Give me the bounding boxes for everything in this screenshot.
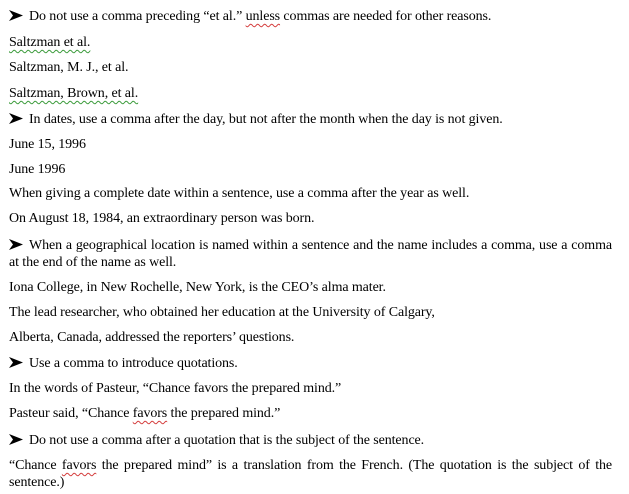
example-quote-2-after: the prepared mind.” [167,406,281,421]
rule-2-text: In dates, use a comma after the day, but not after the month when the day is not given. [29,112,503,127]
example-geo-3 [9,329,294,346]
example-etal-3 [9,85,138,102]
example-quote-1 [9,380,341,397]
example-date-1 [9,136,86,153]
example-quote-2-before: Pasteur said, “Chance [9,406,133,421]
arrowhead-bullet-icon [9,111,29,128]
example-etal-3-text: Saltzman, Brown, et al. [9,86,139,101]
rule-1-text-before: Do not use a comma preceding “et al.” [29,9,246,24]
rule-5-text: Do not use a comma after a quotation that is the subject of the sentence. [29,433,425,448]
example-date-2-text: June 1996 [9,162,66,177]
rule-4 [9,355,238,372]
example-geo-3-text: Alberta, Canada, addressed the reporters’ questions. [9,330,295,345]
example-quote-2-flagged-word: favors [132,406,168,421]
rule-2 [9,111,503,128]
example-geo-2 [9,304,435,321]
example-date-3 [9,210,314,227]
arrowhead-bullet-icon [9,237,29,254]
arrowhead-bullet-icon [9,355,29,372]
rule-5 [9,432,424,449]
example-quote-3-flagged-word: favors [61,458,97,473]
rule-1-text-after: commas are needed for other reasons. [280,9,492,24]
rule-3-text: When a geographical location is named within a sentence and the name includes a comma, use a comma at the end of the name as well. [9,238,612,270]
example-geo-1 [9,279,386,296]
example-etal-2-text: Saltzman, M. J., et al. [9,60,129,75]
date-note-text: When giving a complete date within a sentence, use a comma after the year as well. [9,186,470,201]
example-date-2 [9,161,65,178]
example-etal-2 [9,59,128,76]
rule-3 [9,237,612,271]
rule-1 [9,8,491,25]
example-quote-3-before: “Chance [9,458,62,473]
example-geo-2-text: The lead researcher, who obtained her education at the University of Calgary, [9,305,435,320]
arrowhead-bullet-icon [9,432,29,449]
example-geo-1-text: Iona College, in New Rochelle, New York, is the CEO’s alma mater. [9,280,386,295]
example-etal-1 [9,34,90,51]
arrowhead-bullet-icon [9,8,29,25]
rule-1-flagged-word: unless [245,9,281,24]
example-date-1-text: June 15, 1996 [9,137,86,152]
example-quote-2 [9,405,280,422]
date-note [9,185,469,202]
example-quote-3 [9,457,612,491]
example-date-3-text: On August 18, 1984, an extraordinary person was born. [9,211,315,226]
example-quote-3-after: the prepared mind” is a translation from the French. (The quotation is the subject of the sentence.) [9,458,612,490]
example-etal-1-text: Saltzman et al. [9,35,91,50]
rule-4-text: Use a comma to introduce quotations. [29,356,238,371]
example-quote-1-text: In the words of Pasteur, “Chance favors the prepared mind.” [9,381,342,396]
